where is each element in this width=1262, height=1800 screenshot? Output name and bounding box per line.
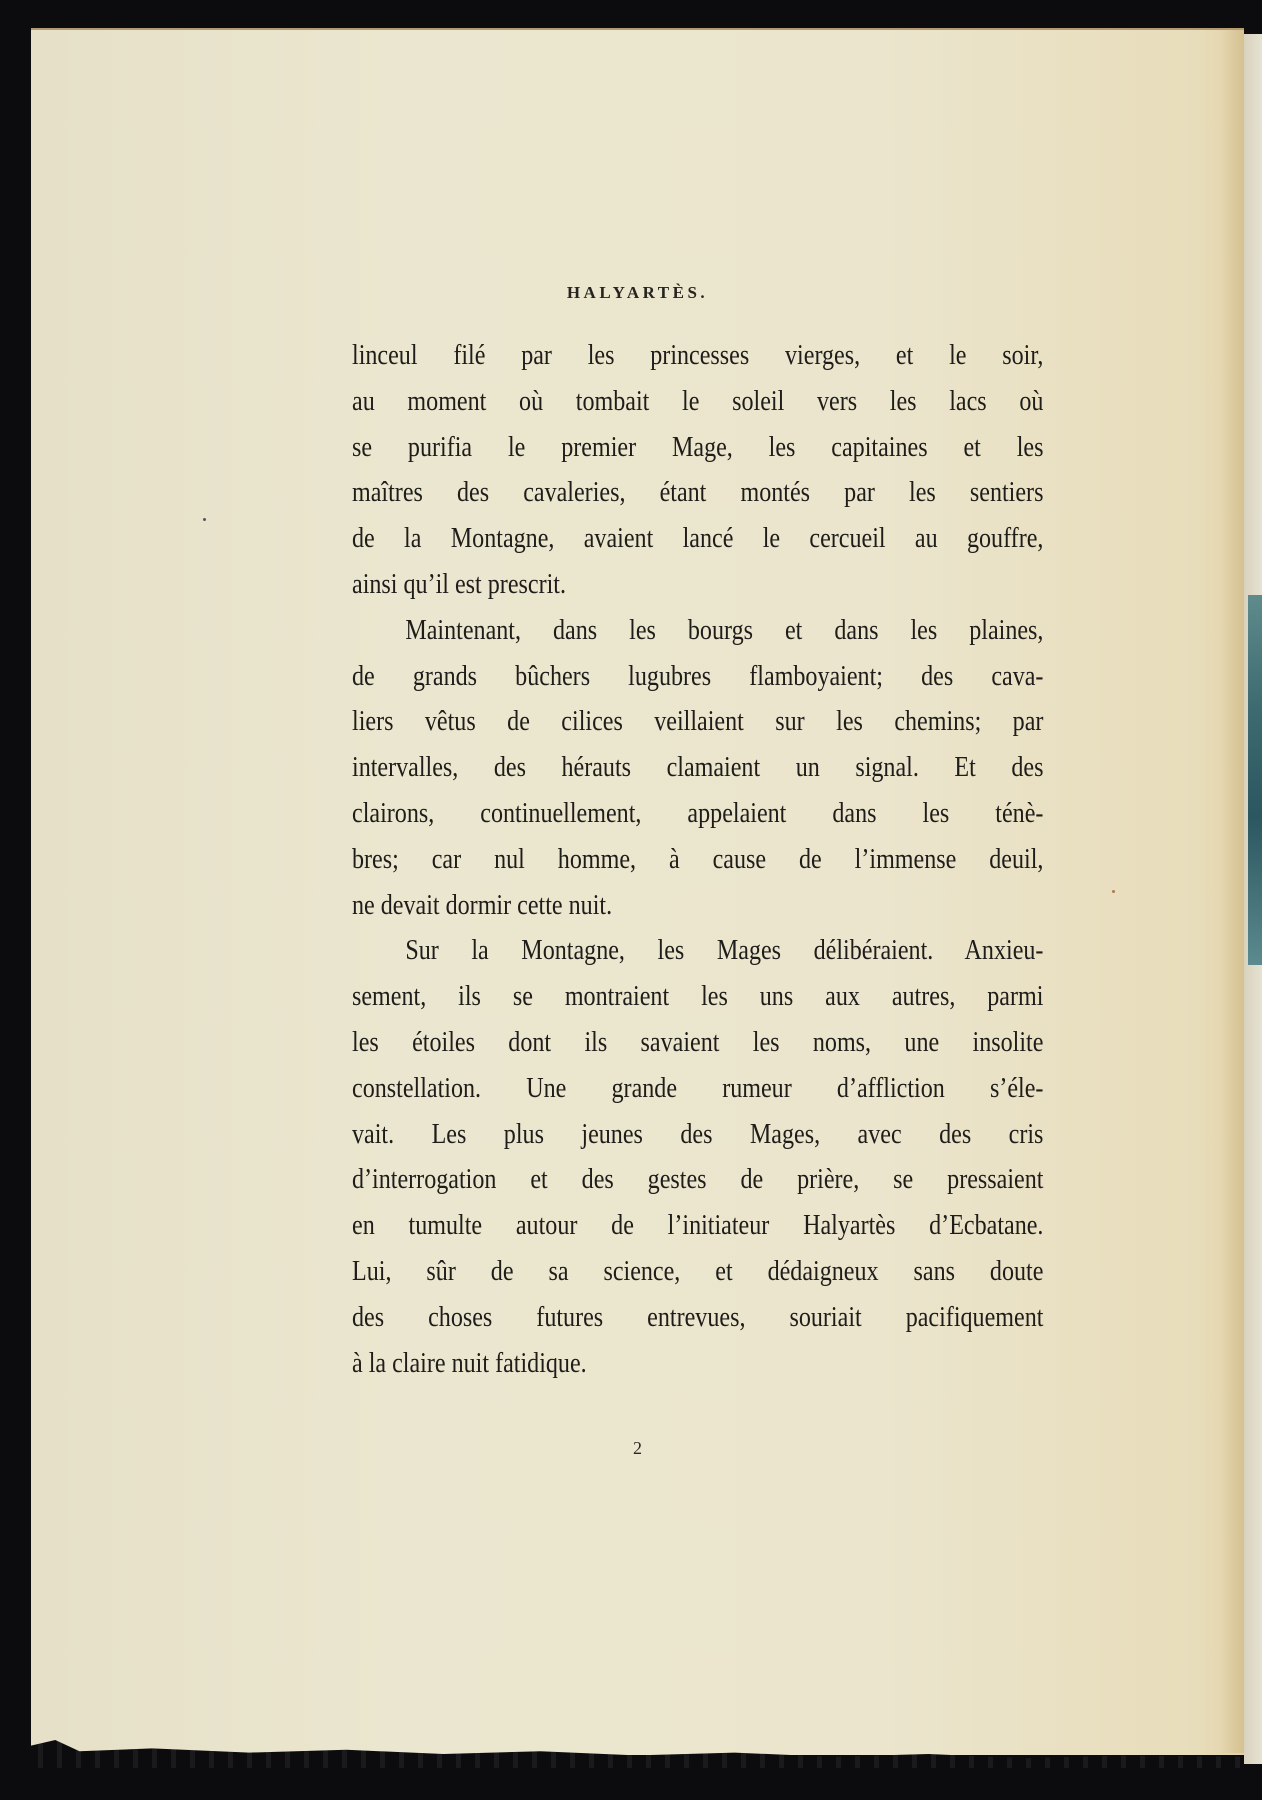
next-page-illustration (1248, 595, 1262, 965)
paper-speck (203, 518, 206, 521)
text-line: ne devait dormir cette nuit. (352, 889, 613, 921)
text-line: clairons, continuellement, appelaient dans les ténè- (352, 797, 1044, 829)
text-line: constellation. Une grande rumeur d’affliction s’éle- (352, 1072, 1044, 1104)
text-line: maîtres des cavaleries, étant montés par les sentiers (352, 477, 1044, 509)
paper-speck (1112, 890, 1115, 893)
text-line: Maintenant, dans les bourgs et dans les plaines, (405, 614, 1044, 646)
text-line: les étoiles dont ils savaient les noms, une insolite (352, 1026, 1044, 1058)
body-text (352, 333, 1044, 1386)
text-line: se purifia le premier Mage, les capitaines et les (352, 431, 1044, 463)
text-line: Lui, sûr de sa science, et dédaigneux sans doute (352, 1255, 1044, 1287)
text-line: de la Montagne, avaient lancé le cercueil au gouffre, (352, 523, 1044, 555)
text-line: Sur la Montagne, les Mages délibéraient. Anxieu- (405, 935, 1044, 967)
running-head: HALYARTÈS. (566, 283, 709, 302)
text-line: vait. Les plus jeunes des Mages, avec des cris (352, 1118, 1044, 1150)
page-number: 2 (633, 1438, 642, 1458)
text-line: de grands bûchers lugubres flamboyaient; des cava- (352, 660, 1044, 692)
text-line: en tumulte autour de l’initiateur Halyartès d’Ecbatane. (352, 1210, 1044, 1242)
text-line: liers vêtus de cilices veillaient sur les chemins; par (352, 706, 1044, 738)
text-line: bres; car nul homme, à cause de l’immense deuil, (352, 843, 1044, 875)
text-line: ainsi qu’il est prescrit. (352, 568, 566, 600)
text-line: à la claire nuit fatidique. (352, 1347, 587, 1379)
text-line: intervalles, des hérauts clamaient un signal. Et des (352, 752, 1044, 784)
text-line: au moment où tombait le soleil vers les lacs où (352, 385, 1044, 417)
text-line: linceul filé par les princesses vierges, et le soir, (352, 340, 1044, 371)
text-line: d’interrogation et des gestes de prière, se pressaient (352, 1164, 1044, 1196)
text-line: sement, ils se montraient les uns aux autres, parmi (352, 981, 1044, 1013)
text-line: des choses futures entrevues, souriait pacifiquement (352, 1301, 1044, 1333)
